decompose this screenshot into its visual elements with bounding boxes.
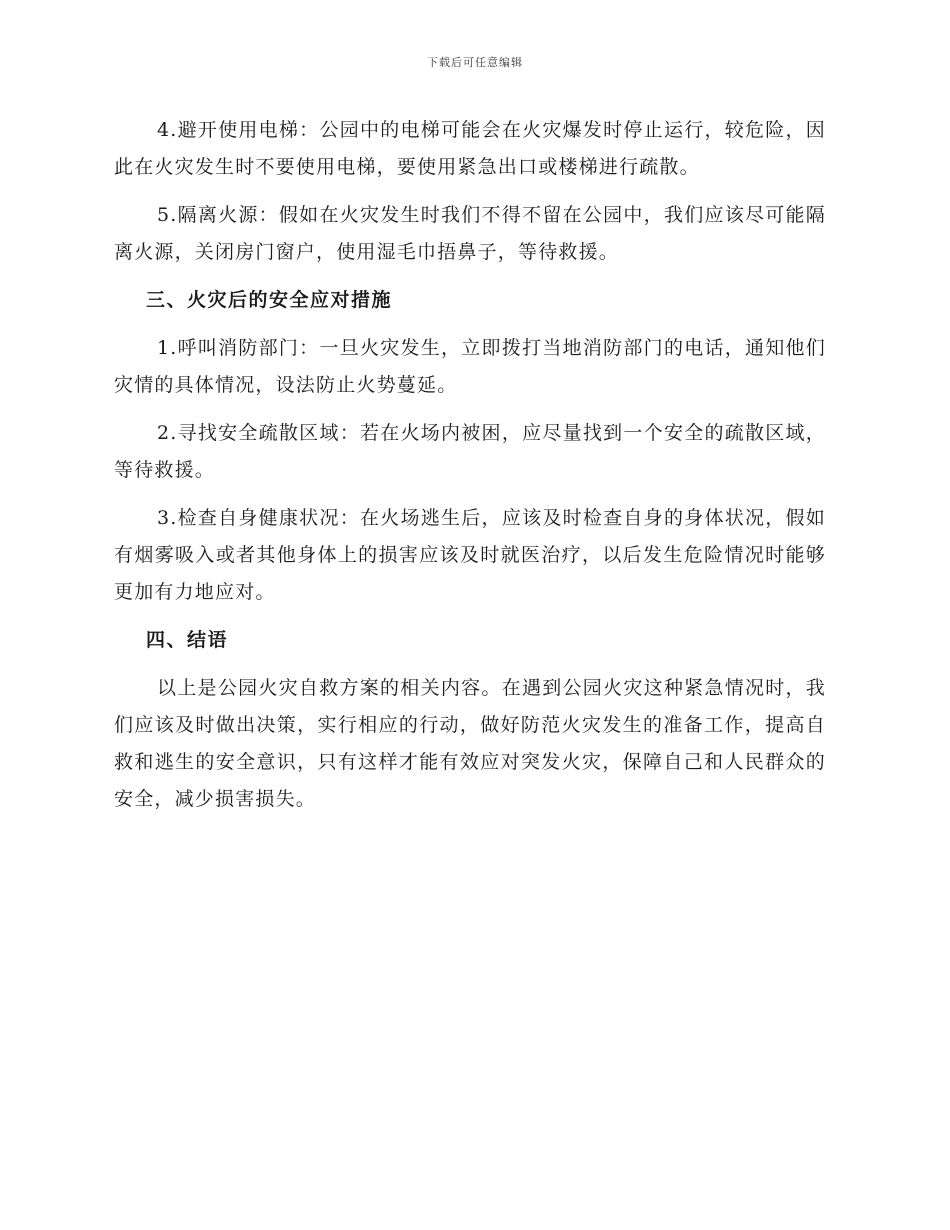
paragraph-item-4: 4.避开使用电梯：公园中的电梯可能会在火灾爆发时停止运行，较危险，因此在火灾发生时不要使用电梯，要使用紧急出口或楼梯进行疏散。: [114, 119, 826, 178]
paragraph-item-5: 5.隔离火源：假如在火灾发生时我们不得不留在公园中，我们应该尽可能隔离火源，关闭房门窗户，使用湿毛巾捂鼻子，等待救援。: [114, 204, 826, 263]
paragraph-post-2: 2.寻找安全疏散区域：若在火场内被困，应尽量找到一个安全的疏散区域，等待救援。: [114, 422, 826, 481]
paragraph-conclusion: 以上是公园火灾自救方案的相关内容。在遇到公园火灾这种紧急情况时，我们应该及时做出决策，实行相应的行动，做好防范火灾发生的准备工作，提高自救和逃生的安全意识，只有这样才能有效应对突发火灾，保障自己和人民群众的安全，减少损害损失。: [114, 677, 826, 810]
paragraph-post-3: 3.检查自身健康状况：在火场逃生后，应该及时检查自身的身体状况，假如有烟雾吸入或者其他身体上的损害应该及时就医治疗，以后发生危险情况时能够更加有力地应对。: [114, 507, 826, 603]
section-heading-4: 四、结语: [146, 629, 229, 651]
document-body: [114, 112, 826, 829]
paragraph-post-1: 1.呼叫消防部门：一旦火灾发生，立即拨打当地消防部门的电话，通知他们灾情的具体情况，设法防止火势蔓延。: [114, 337, 826, 396]
page-header-note: 下载后可任意编辑: [427, 56, 523, 69]
section-heading-3: 三、火灾后的安全应对措施: [146, 289, 393, 311]
